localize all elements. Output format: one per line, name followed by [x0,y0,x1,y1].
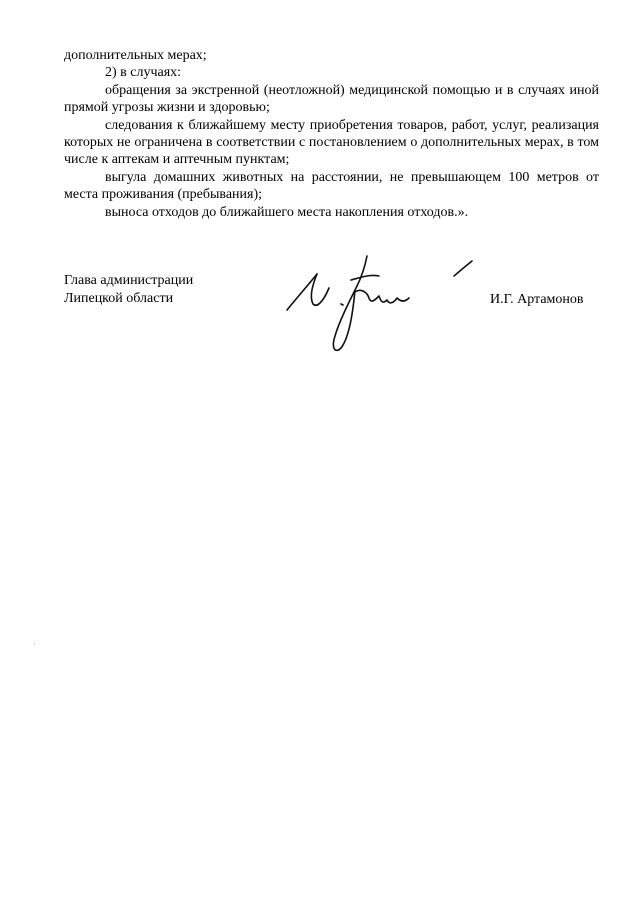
position-line-2: Липецкой области [64,291,174,306]
signatory-position [64,272,193,308]
position-line-1: Глава администрации [64,273,194,288]
paragraph-cases-heading: 2) в случаях: [105,65,182,81]
handwritten-signature [279,252,479,372]
paragraph-medical-help: обращения за экстренной (неотложной) медицинской помощью и в случаях иной прямой угрозы жизни и здоровью; [64,82,599,116]
signatory-name: И.Г. Артамонов [490,292,584,307]
signature-block [64,272,604,382]
document-body [64,47,599,221]
scan-artifact [34,643,35,644]
paragraph-waste-disposal: выноса отходов до ближайшего места накопления отходов.». [105,204,469,220]
paragraph-shopping: следования к ближайшему месту приобретения товаров, работ, услуг, реализация которых не ограничена в соответствии с постановлением о дополнительных мерах, в том числе к аптекам и аптечным пунктам; [64,117,599,168]
paragraph-pet-walking: выгула домашних животных на расстоянии, не превышающем 100 метров от места проживания (пребывания); [64,169,599,203]
paragraph-continuation: дополнительных мерах; [64,48,207,63]
